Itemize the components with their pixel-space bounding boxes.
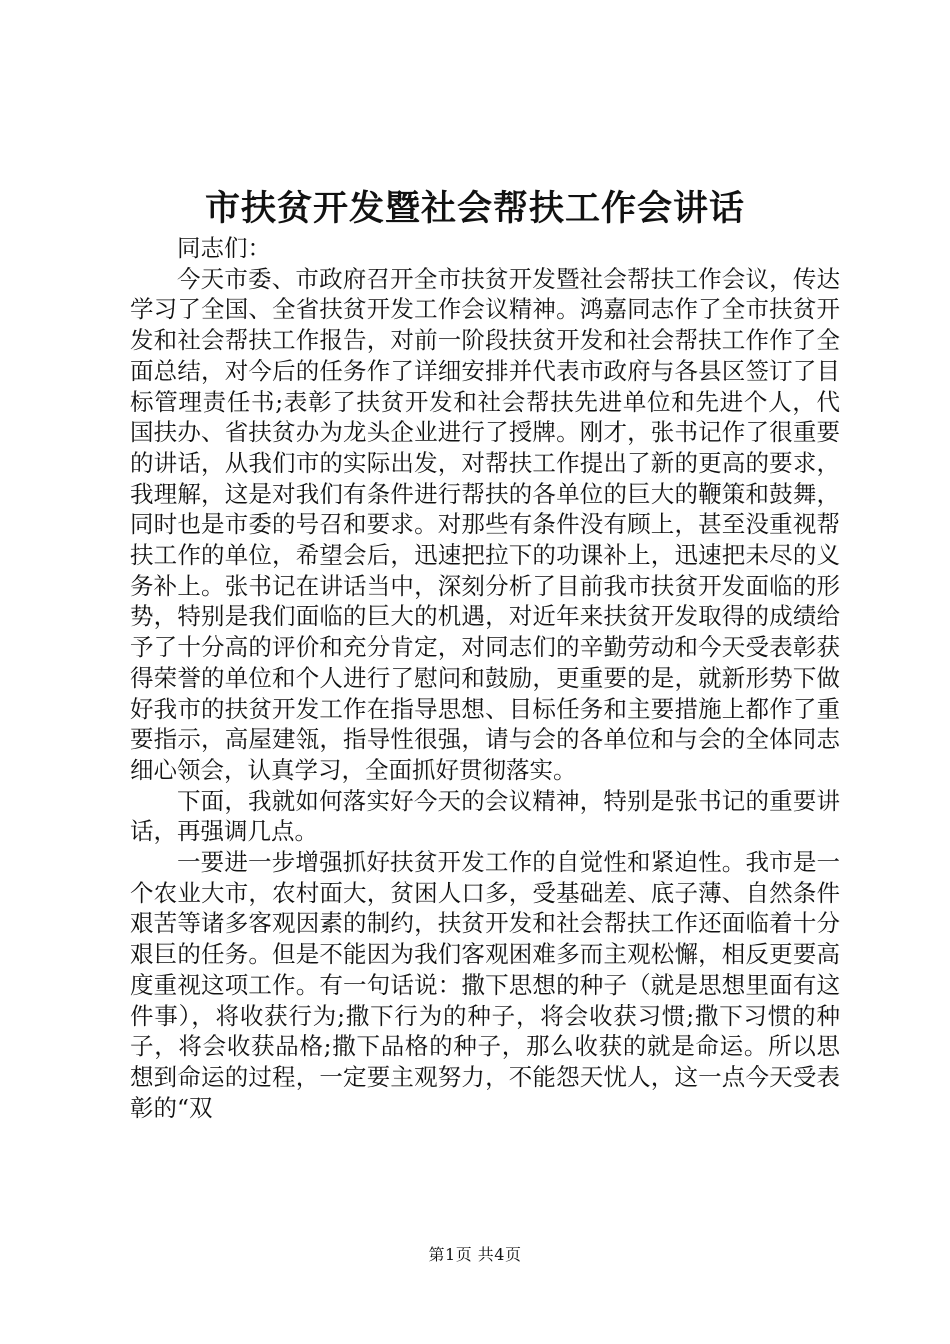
document-title: 市扶贫开发暨社会帮扶工作会讲话 [204, 188, 745, 229]
body-paragraph: 下面，我就如何落实好今天的会议精神，特别是张书记的重要讲话，再强调几点。 [130, 786, 840, 846]
page-footer: 第1页 共4页 [428, 1245, 522, 1264]
salutation-paragraph: 同志们： [177, 234, 271, 262]
body-paragraph: 一要进一步增强抓好扶贫开发工作的自觉性和紧迫性。我市是一个农业大市，农村面大，贫困人口多，受基础差、底子薄、自然条件艰苦等诸多客观因素的制约，扶贫开发和社会帮扶工作还面临着十分艰巨的任务。但是不能因为我们客观困难多而主观松懈，相反更要高度重视这项工作。有一句话说：撒下思想的种子（就是思想里面有这件事），将收获行为;撒下行为的种子，将会收获习惯;撒下习惯的种子，将会收获品格;撒下品格的种子，那么收获的就是命运。所以思想到命运的过程，一定要主观努力，不能怨天忧人，这一点今天受表彰的“双 [130, 848, 840, 1122]
document-body [130, 233, 840, 1123]
body-paragraph: 今天市委、市政府召开全市扶贫开发暨社会帮扶工作会议，传达学习了全国、全省扶贫开发工作会议精神。鸿嘉同志作了全市扶贫开发和社会帮扶工作报告，对前一阶段扶贫开发和社会帮扶工作作了全面总结，对今后的任务作了详细安排并代表市政府与各县区签订了目标管理责任书;表彰了扶贫开发和社会帮扶先进单位和先进个人，代国扶办、省扶贫办为龙头企业进行了授牌。刚才，张书记作了很重要的讲话，从我们市的实际出发，对帮扶工作提出了新的更高的要求，我理解，这是对我们有条件进行帮扶的各单位的巨大的鞭策和鼓舞，同时也是市委的号召和要求。对那些有条件没有顾上，甚至没重视帮扶工作的单位，希望会后，迅速把拉下的功课补上，迅速把未尽的义务补上。张书记在讲话当中，深刻分析了目前我市扶贫开发面临的形势，特别是我们面临的巨大的机遇，对近年来扶贫开发取得的成绩给予了十分高的评价和充分肯定，对同志们的辛勤劳动和今天受表彰获得荣誉的单位和个人进行了慰问和鼓励，更重要的是，就新形势下做好我市的扶贫开发工作在指导思想、目标任务和主要措施上都作了重要指示，高屋建瓴，指导性很强，请与会的各单位和与会的全体同志细心领会，认真学习，全面抓好贯彻落实。 [130, 264, 840, 784]
